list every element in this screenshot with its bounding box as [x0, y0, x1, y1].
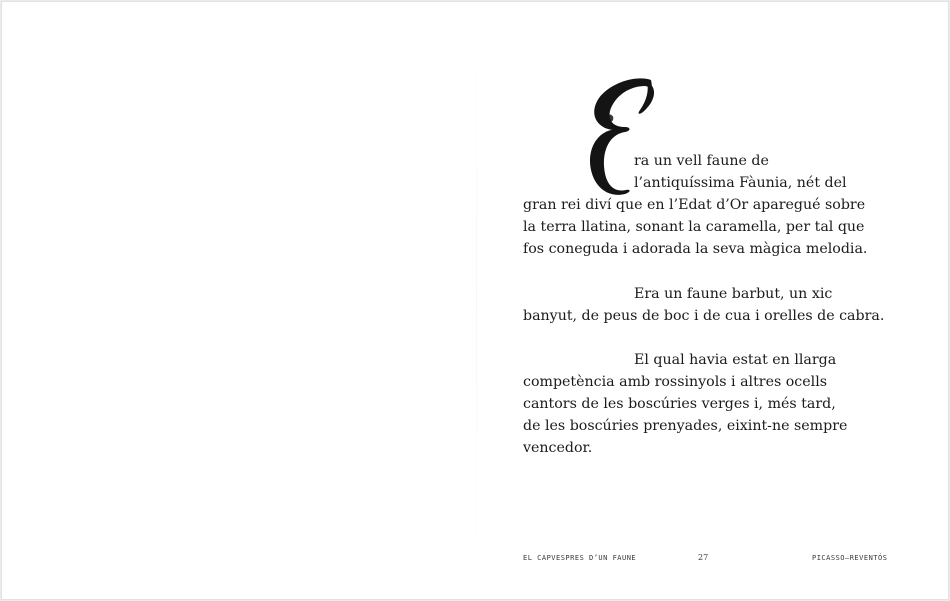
paragraph-1-line-1: ra un vell faune de: [634, 153, 769, 169]
paragraph-2-line-2: banyut, de peus de boc i de cua i orelles de cabra.: [523, 308, 885, 324]
paragraph-3-line-1: El qual havia estat en llarga: [634, 352, 837, 368]
paragraph-1-line-5: fos coneguda i adorada la seva màgica melodia.: [523, 241, 868, 257]
paragraph-3-line-2: competència amb rossinyols i altres ocells: [523, 374, 828, 390]
paragraph-3-line-3: cantors de les boscúries verges i, més tard,: [523, 396, 836, 412]
footer-page-number: 27: [698, 553, 709, 562]
paragraph-3-line-4: de les boscúries prenyades, eixint-ne sempre: [523, 418, 848, 434]
paragraph-1-line-2: l’antiquíssima Fàunia, nét del: [634, 175, 847, 191]
paragraph-3-line-5: vencedor.: [523, 440, 593, 456]
footer-book-title: EL CAPVESPRES D’UN FAUNE: [523, 554, 637, 562]
dropcap-letter-text: E: [585, 78, 586, 79]
paragraph-3: [523, 349, 883, 459]
paragraph-1-line-3: gran rei diví que en l’Edat d’Or aparegué sobre: [523, 197, 866, 213]
paragraph-2: [523, 283, 883, 327]
paragraph-2-line-1: Era un faune barbut, un xic: [634, 286, 833, 302]
paragraph-1: [523, 150, 883, 260]
page-gutter: [476, 2, 477, 599]
paragraph-1-line-4: la terra llatina, sonant la caramella, per tal que: [523, 219, 865, 235]
left-page-blank: [2, 2, 476, 599]
footer-authors: PICASSO—REVENTÓS: [812, 554, 888, 562]
